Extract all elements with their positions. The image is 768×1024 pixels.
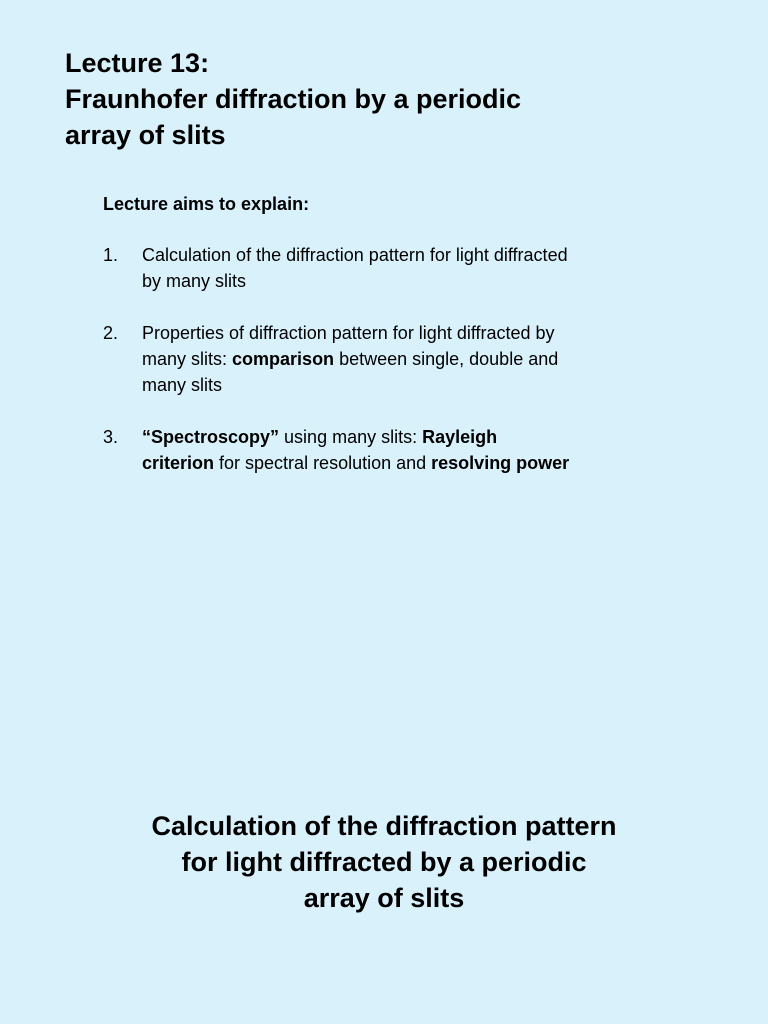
- aims-list: [103, 242, 683, 476]
- aim-text-line: [142, 320, 683, 346]
- section-heading-line: Calculation of the diffraction pattern: [151, 811, 617, 841]
- aim-text-line: [142, 372, 683, 398]
- aim-text: many slits:: [142, 349, 233, 369]
- aim-item: [103, 424, 683, 476]
- aim-item: [103, 320, 683, 398]
- aim-emphasis: “Spectroscopy”: [142, 427, 280, 447]
- aim-emphasis: criterion: [142, 453, 215, 473]
- section-heading: [84, 808, 684, 916]
- aim-text: Calculation of the diffraction pattern for light diffracted: [142, 245, 568, 265]
- aim-text-line: [142, 424, 683, 450]
- aim-text: by many slits: [142, 271, 247, 291]
- aim-text: for spectral resolution and: [214, 453, 432, 473]
- aim-number: 2.: [103, 323, 119, 343]
- aim-number: 3.: [103, 427, 119, 447]
- aims-heading: Lecture aims to explain:: [103, 194, 310, 214]
- aim-text-line: [142, 268, 683, 294]
- aim-emphasis: resolving power: [431, 453, 570, 473]
- aim-emphasis: comparison: [232, 349, 335, 369]
- aim-text-line: [142, 450, 683, 476]
- aim-text-line: [142, 242, 683, 268]
- aim-item: [103, 242, 683, 294]
- aim-text: between single, double and: [334, 349, 559, 369]
- aim-text: using many slits:: [279, 427, 423, 447]
- aim-emphasis: Rayleigh: [422, 427, 498, 447]
- section-heading-line: for light diffracted by a periodic: [181, 847, 587, 877]
- section-heading-line: array of slits: [303, 883, 465, 913]
- lecture-title-line: Lecture 13:: [65, 48, 210, 78]
- aim-number: 1.: [103, 245, 119, 265]
- lecture-title: [65, 45, 705, 153]
- aim-text-line: [142, 346, 683, 372]
- lecture-title-line: Fraunhofer diffraction by a periodic: [65, 84, 522, 114]
- aim-text: Properties of diffraction pattern for light diffracted by: [142, 323, 555, 343]
- lecture-title-line: array of slits: [65, 120, 226, 150]
- aim-text: many slits: [142, 375, 223, 395]
